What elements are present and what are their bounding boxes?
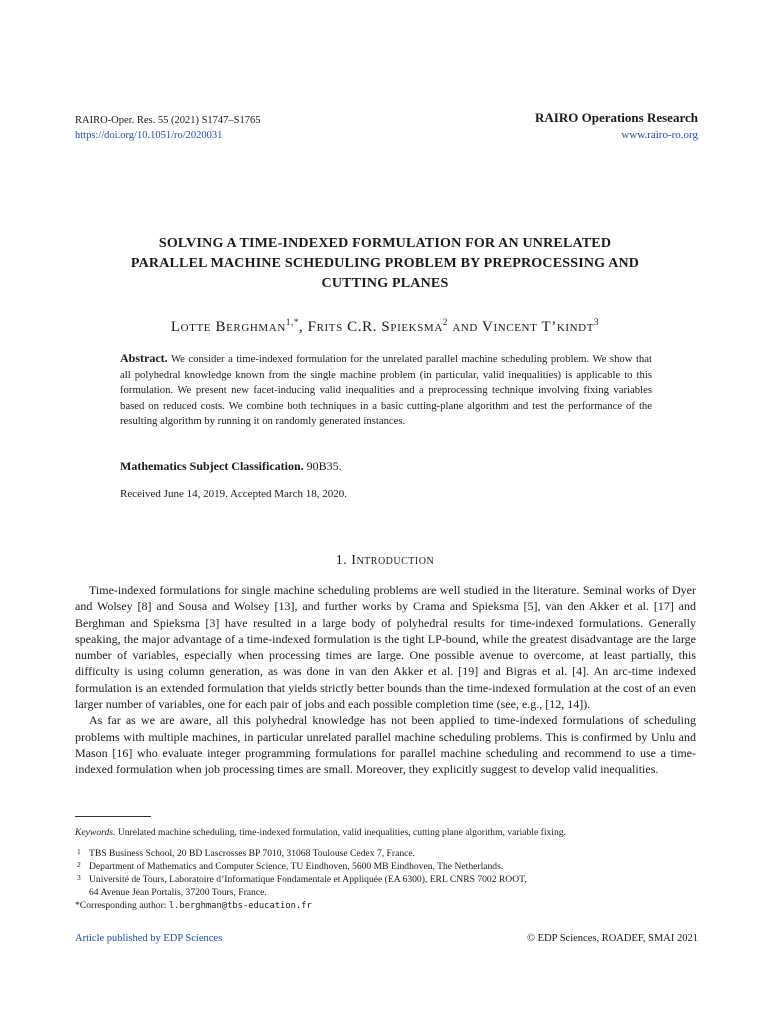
- section-heading: 1. Introduction: [335, 553, 435, 568]
- footnote-number: 3: [77, 873, 81, 882]
- corresponding-author: [75, 899, 705, 913]
- abstract-label: Abstract.: [120, 351, 168, 365]
- affiliation-text: Université de Tours, Laboratoire d’Informatique Fondamentale et Appliquée (EA 6300), ERL CNRS 7002 ROOT,: [89, 874, 527, 885]
- body-text: [75, 582, 696, 778]
- author-list: [60, 319, 710, 336]
- msc-value: 90B35.: [306, 459, 342, 473]
- citation: RAIRO-Oper. Res. 55 (2021) S1747–S1765: [75, 115, 261, 126]
- paragraph: As far as we are aware, all this polyhedral knowledge has not been applied to time-indexed formulations of scheduling problems with multiple machines, in particular unrelated parallel machine scheduling problems. This is confirmed by Unlu and Mason [16] who evaluate integer programming formulations for parallel machine scheduling and recommend to use a time-indexed formulation when job processing times are small. Moreover, they explicitly suggest to develop valid inequalities.: [75, 713, 696, 777]
- author-separator: ,: [298, 319, 308, 335]
- abstract-text: We consider a time-indexed formulation for the unrelated parallel machine scheduling problem. We show that all polyhedral knowledge known from the single machine problem (in particular, valid inequalities) is applicable to this formulation. We present new facet-inducing valid inequalities and a preprocessing technique involving fixing variables based on reduced costs. We combine both techniques in a basic cutting-plane algorithm and test the performance of the resulting algorithm by running it on randomly generated instances.: [120, 353, 652, 427]
- footnote-number: 2: [77, 860, 81, 869]
- footnotes: [75, 826, 705, 913]
- author-3: Vincent T’kindt: [482, 319, 595, 335]
- keywords: [75, 826, 705, 839]
- journal-header: [535, 110, 698, 143]
- affiliation-1: [75, 847, 705, 860]
- corresponding-email[interactable]: l.berghman@tbs-education.fr: [168, 901, 312, 911]
- doi-link[interactable]: https://doi.org/10.1051/ro/2020031: [75, 130, 223, 141]
- msc-label: Mathematics Subject Classification.: [120, 459, 304, 473]
- keywords-text: Unrelated machine scheduling, time-indexed formulation, valid inequalities, cutting plane algorithm, variable fixing.: [117, 827, 566, 838]
- publisher-link[interactable]: Article published by EDP Sciences: [75, 933, 223, 944]
- affiliation-3: [75, 873, 705, 899]
- author-2-affiliation: 2: [442, 317, 448, 327]
- title-line-2: PARALLEL MACHINE SCHEDULING PROBLEM BY PREPROCESSING AND: [130, 256, 640, 271]
- copyright-notice: © EDP Sciences, ROADEF, SMAI 2021: [527, 933, 698, 944]
- author-2: Frits C.R. Spieksma: [307, 319, 443, 335]
- footnote-number: 1: [77, 847, 81, 856]
- journal-website-link[interactable]: www.rairo-ro.org: [621, 129, 698, 141]
- author-separator: and: [447, 319, 483, 335]
- affiliation-text: TBS Business School, 20 BD Lascrosses BP 7010, 31068 Toulouse Cedex 7, France.: [89, 848, 416, 859]
- journal-name: RAIRO Operations Research: [535, 110, 698, 125]
- corresponding-label: *Corresponding author:: [75, 900, 167, 911]
- author-1: Lotte Berghman: [170, 319, 286, 335]
- title-line-1: SOLVING A TIME-INDEXED FORMULATION FOR AN UNRELATED: [158, 236, 612, 251]
- msc-classification: [120, 459, 342, 474]
- received-dates: Received June 14, 2019. Accepted March 18, 2020.: [120, 488, 347, 500]
- footnote-divider: [75, 816, 151, 817]
- keywords-label: Keywords.: [75, 827, 116, 838]
- affiliation-text: Department of Mathematics and Computer Science, TU Eindhoven, 5600 MB Eindhoven, The Netherlands.: [89, 861, 504, 872]
- running-header: [75, 113, 261, 143]
- abstract: [120, 351, 652, 430]
- paper-title: [60, 234, 710, 294]
- paragraph: Time-indexed formulations for single machine scheduling problems are well studied in the literature. Seminal works of Dyer and Wolsey [8] and Sousa and Wolsey [13], and further works by Crama and Spieksma [5], van den Akker et al. [17] and Berghman and Spieksma [3] have resulted in a large body of polyhedral results for time-indexed formulations. Generally speaking, the major advantage of a time-indexed formulation is the tight LP-bound, while the greatest disadvantage are the large number of variables, especially when processing times are large. One possible avenue to overcome, at least partially, this difficulty is using column generation, as was done in van den Akker et al. [19] and Bigras et al. [4]. An arc-time indexed formulation is an extended formulation that yields strictly better bounds than the time-indexed formulation at the cost of an even larger number of variables, one for each pair of jobs and each possible completion time (see, e.g., [12, 14]).: [75, 583, 696, 712]
- title-line-3: CUTTING PLANES: [321, 276, 449, 291]
- author-1-affiliation: 1,*: [285, 317, 299, 327]
- author-3-affiliation: 3: [594, 317, 600, 327]
- affiliation-text-cont: 64 Avenue Jean Portalis, 37200 Tours, France.: [89, 887, 267, 898]
- affiliation-2: [75, 860, 705, 873]
